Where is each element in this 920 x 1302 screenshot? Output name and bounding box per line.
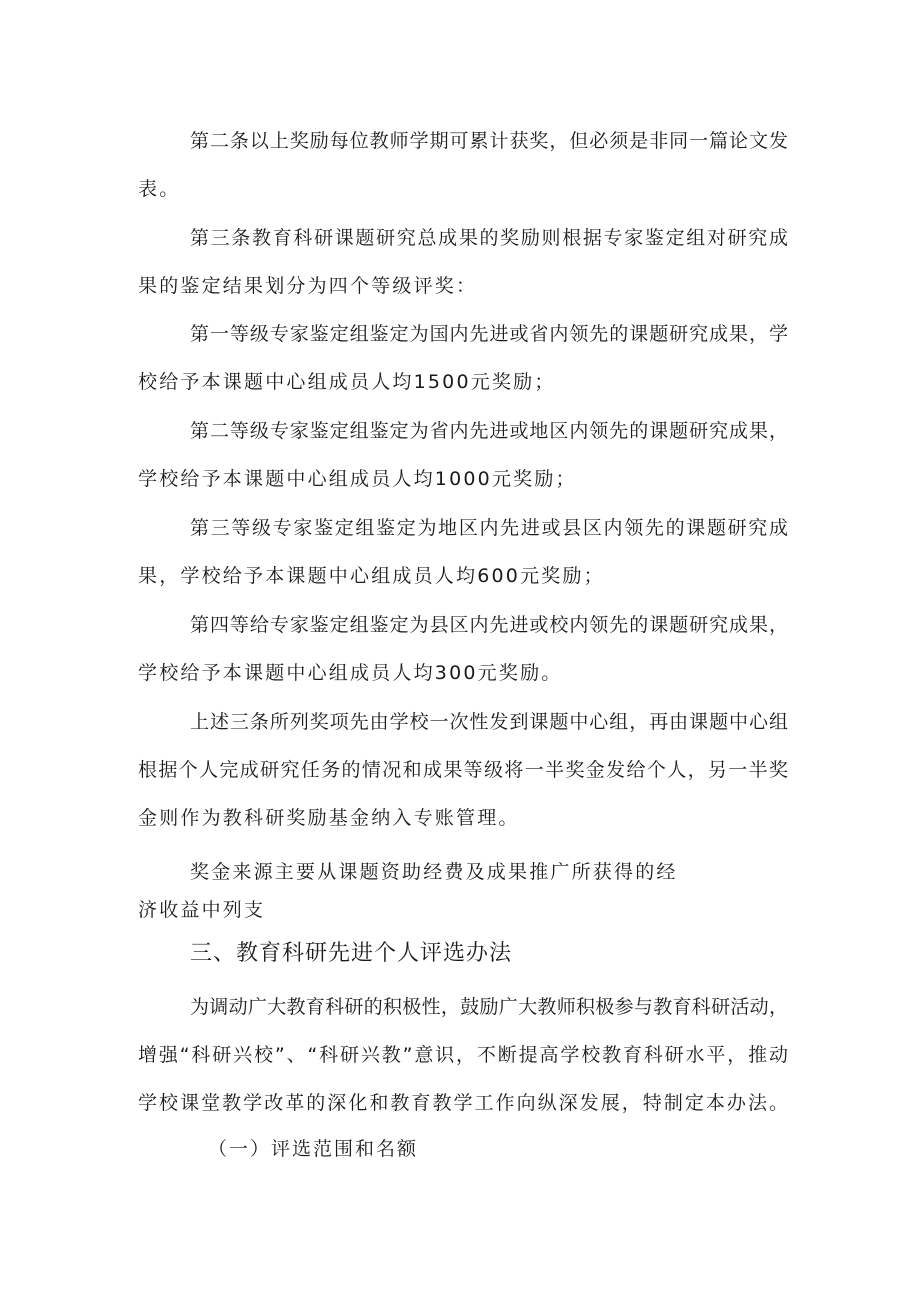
section-heading: 三、教育科研先进个人评选办法 (190, 941, 513, 966)
purpose-line-2: 增强“科研兴校”、“科研兴教”意识，不断提高学校教育科研水平，推动 (138, 1044, 788, 1066)
level-3-line-1: 第三等级专家鉴定组鉴定为地区内先进或县区内领先的课题研究成 (190, 517, 788, 539)
subsection-heading: （一）评选范围和名额 (208, 1138, 419, 1160)
distribution-line-1: 上述三条所列奖项先由学校一次性发到课题中心组，再由课题中心组 (190, 711, 788, 733)
level-3-line-2: 果，学校给予本课题中心组成员人均600元奖励； (138, 565, 605, 587)
article-2-line-1: 第二条以上奖励每位教师学期可累计获奖，但必须是非同一篇论文发 (190, 130, 788, 152)
article-3-line-2: 果的鉴定结果划分为四个等级评奖： (138, 275, 478, 297)
article-2-line-2: 表。 (138, 178, 181, 200)
level-2-line-2: 学校给予本课题中心组成员人均1000元奖励； (138, 468, 577, 490)
level-2-line-1: 第二等级专家鉴定组鉴定为省内先进或地区内领先的课题研究成果， (190, 420, 788, 442)
level-1-line-1: 第一等级专家鉴定组鉴定为国内先进或省内领先的课题研究成果，学 (190, 323, 788, 345)
distribution-line-2: 根据个人完成研究任务的情况和成果等级将一半奖金发给个人，另一半奖 (138, 759, 788, 781)
article-3-line-1: 第三条教育科研课题研究总成果的奖励则根据专家鉴定组对研究成 (190, 227, 788, 249)
funding-line-2: 济收益中列支 (138, 899, 266, 921)
distribution-line-3: 金则作为教科研奖励基金纳入专账管理。 (138, 807, 520, 829)
level-1-line-2: 校给予本课题中心组成员人均1500元奖励； (138, 371, 556, 393)
purpose-line-3: 学校课堂教学改革的深化和教育教学工作向纵深发展，特制定本办法。 (138, 1092, 788, 1114)
funding-line-1: 奖金来源主要从课题资助经费及成果推广所获得的经 (190, 861, 678, 883)
level-4-line-2: 学校给予本课题中心组成员人均300元奖励。 (138, 662, 563, 684)
purpose-line-1: 为调动广大教育科研的积极性，鼓励广大教师积极参与教育科研活动， (190, 996, 788, 1018)
level-4-line-1: 第四等给专家鉴定组鉴定为县区内先进或校内领先的课题研究成果， (190, 614, 788, 636)
